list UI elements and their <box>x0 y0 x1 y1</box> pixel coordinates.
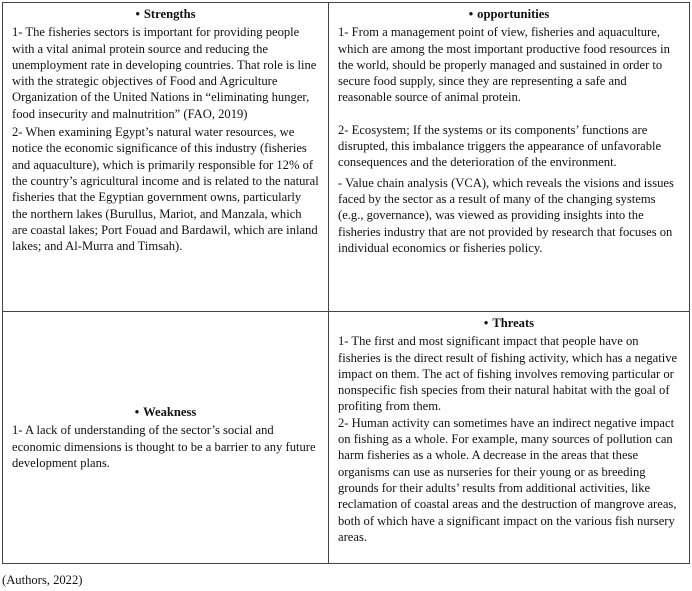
opportunities-cell <box>329 3 690 312</box>
swot-table <box>2 2 690 564</box>
threats-heading <box>338 315 680 331</box>
strengths-item-1: 1- The fisheries sectors is important for providing people with a vital animal protein source and reducing the unemployment rate in developing countries. That role is line with the strategic objectives of Food and Agriculture Organization of the United Nations in “eliminating hunger, food insecurity and malnutrition” (FAO, 2019) <box>12 25 317 121</box>
source-citation: (Authors, 2022) <box>2 573 83 587</box>
threats-heading-label: Threats <box>492 316 535 330</box>
weakness-heading-label: Weakness <box>143 404 197 419</box>
opportunities-heading-label: opportunities <box>477 7 550 21</box>
weakness-cell <box>3 312 329 564</box>
opportunities-item-3: - Value chain analysis (VCA), which reveals the visions and issues faced by the sector as a result of many of the changing systems (e.g., governance), was viewed as providing insights into the fisheries industry that are not provided by research that focuses on individual economics or fisheries policy. <box>338 175 674 255</box>
strengths-heading <box>12 6 319 22</box>
weakness-item-1: 1- A lack of understanding of the sector’s social and economic dimensions is thought to be a barrier to any future development plans. <box>12 423 316 470</box>
bullet-icon: • <box>468 7 474 21</box>
opportunities-item-1: 1- From a management point of view, fisheries and aquaculture, which are among the most important productive food resources in the world, should be properly managed and sustained in order to secure food supply, since they are representing a safe and reasonable source of animal protein. <box>338 25 670 105</box>
threats-cell <box>329 312 690 564</box>
strengths-heading-label: Strengths <box>143 7 196 21</box>
swot-row-bottom <box>3 312 690 564</box>
strengths-cell <box>3 3 329 312</box>
opportunities-heading <box>338 6 680 22</box>
opportunities-item-2: 2- Ecosystem; If the systems or its components’ functions are disrupted, this imbalance triggers the appearance of unfavorable consequences and the deterioration of the environment. <box>338 122 662 170</box>
bullet-icon: • <box>135 7 140 21</box>
threats-item-1: 1- The first and most significant impact that people have on fisheries is the direct result of fishing activity, which has a negative impact on them. The act of fishing involves removing particular or nonspecific fish species from their natural habitat with the goal of profiting from them. <box>338 334 678 414</box>
bullet-icon: • <box>483 316 489 330</box>
bullet-icon: • <box>134 404 140 419</box>
threats-item-2: 2- Human activity can sometimes have an indirect negative impact on fishing as a whole. For example, many sources of pollution can harm fisheries as a whole. A decrease in the areas that these organisms can use as nurseries for their young or as breeding grounds for their adults’ results from additional activities, like reclamation of coastal areas and the destruction of mangrove areas, both of which have a significant impact on the various fish nursery areas. <box>338 415 677 544</box>
swot-row-top <box>3 3 690 312</box>
strengths-item-2: 2- When examining Egypt’s natural water resources, we notice the economic significance of this industry (fisheries and aquaculture), which is primarily responsible for 12% of the country’s agricultural income and is related to the natural fisheries that the Egyptian government owns, particularly the northern lakes (Burullus, Mariot, and Manzala, which are coastal lakes; Port Fouad and Bardawil, which are inland lakes; and Al-Murra and Timsah). <box>12 125 319 254</box>
weakness-heading <box>12 404 319 420</box>
